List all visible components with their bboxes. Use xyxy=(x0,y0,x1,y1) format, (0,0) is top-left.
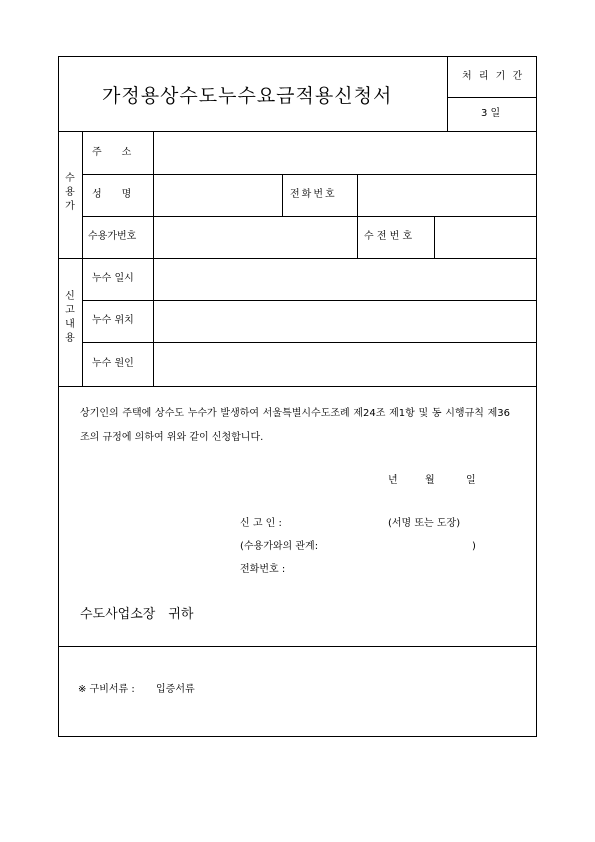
reporter-phone-label: 전화번호 : xyxy=(240,564,286,575)
name-field[interactable] xyxy=(155,176,280,214)
form-title: 가정용상수도누수요금적용신청서 xyxy=(102,85,393,107)
reporter-phone-field[interactable] xyxy=(300,560,450,578)
relation-close: ) xyxy=(472,541,476,552)
meter-number-label: 수 전 번 호 xyxy=(364,231,413,242)
declaration-text: 상기인의 주택에 상수도 누수가 발생하여 서울특별시수도조례 제24조 제1항 및 동 시행규칙 제36조의 규정에 의하여 위와 같이 신청합니다. xyxy=(80,408,510,443)
relation-field[interactable] xyxy=(336,537,466,555)
consumer-section-label: 수 용 가 xyxy=(65,173,75,212)
address-label: 주 소 xyxy=(92,147,132,158)
leak-datetime-label: 누수 일시 xyxy=(92,273,134,284)
day-label: 일 xyxy=(466,475,476,486)
meter-number-field[interactable] xyxy=(436,218,535,256)
leak-location-label: 누수 위치 xyxy=(92,315,134,326)
attachments-label: ※ 구비서류 : xyxy=(78,684,135,695)
leak-cause-field[interactable] xyxy=(155,344,535,384)
address-field[interactable] xyxy=(155,133,535,173)
customer-number-field[interactable] xyxy=(155,218,355,256)
processing-period-label: 처 리 기 간 xyxy=(462,71,525,82)
report-section-label: 신 고 내 용 xyxy=(65,291,75,344)
relation-label: (수용가와의 관계: xyxy=(240,541,319,552)
reporter-field[interactable] xyxy=(300,514,380,532)
processing-period-value: 3 일 xyxy=(481,108,501,119)
phone-label: 전화번호 xyxy=(290,189,337,200)
name-label: 성 명 xyxy=(92,189,132,200)
phone-field[interactable] xyxy=(359,176,535,214)
leak-cause-label: 누수 원인 xyxy=(92,358,134,369)
attachments-value: 입증서류 xyxy=(156,684,195,695)
customer-number-label: 수용가번호 xyxy=(88,231,137,242)
leak-datetime-field[interactable] xyxy=(155,260,535,298)
month-label: 월 xyxy=(425,475,435,486)
reporter-label: 신 고 인 : xyxy=(240,518,282,529)
signature-label: (서명 또는 도장) xyxy=(388,518,461,529)
addressee: 수도사업소장 귀하 xyxy=(80,607,194,622)
year-label: 년 xyxy=(388,475,398,486)
leak-location-field[interactable] xyxy=(155,302,535,340)
